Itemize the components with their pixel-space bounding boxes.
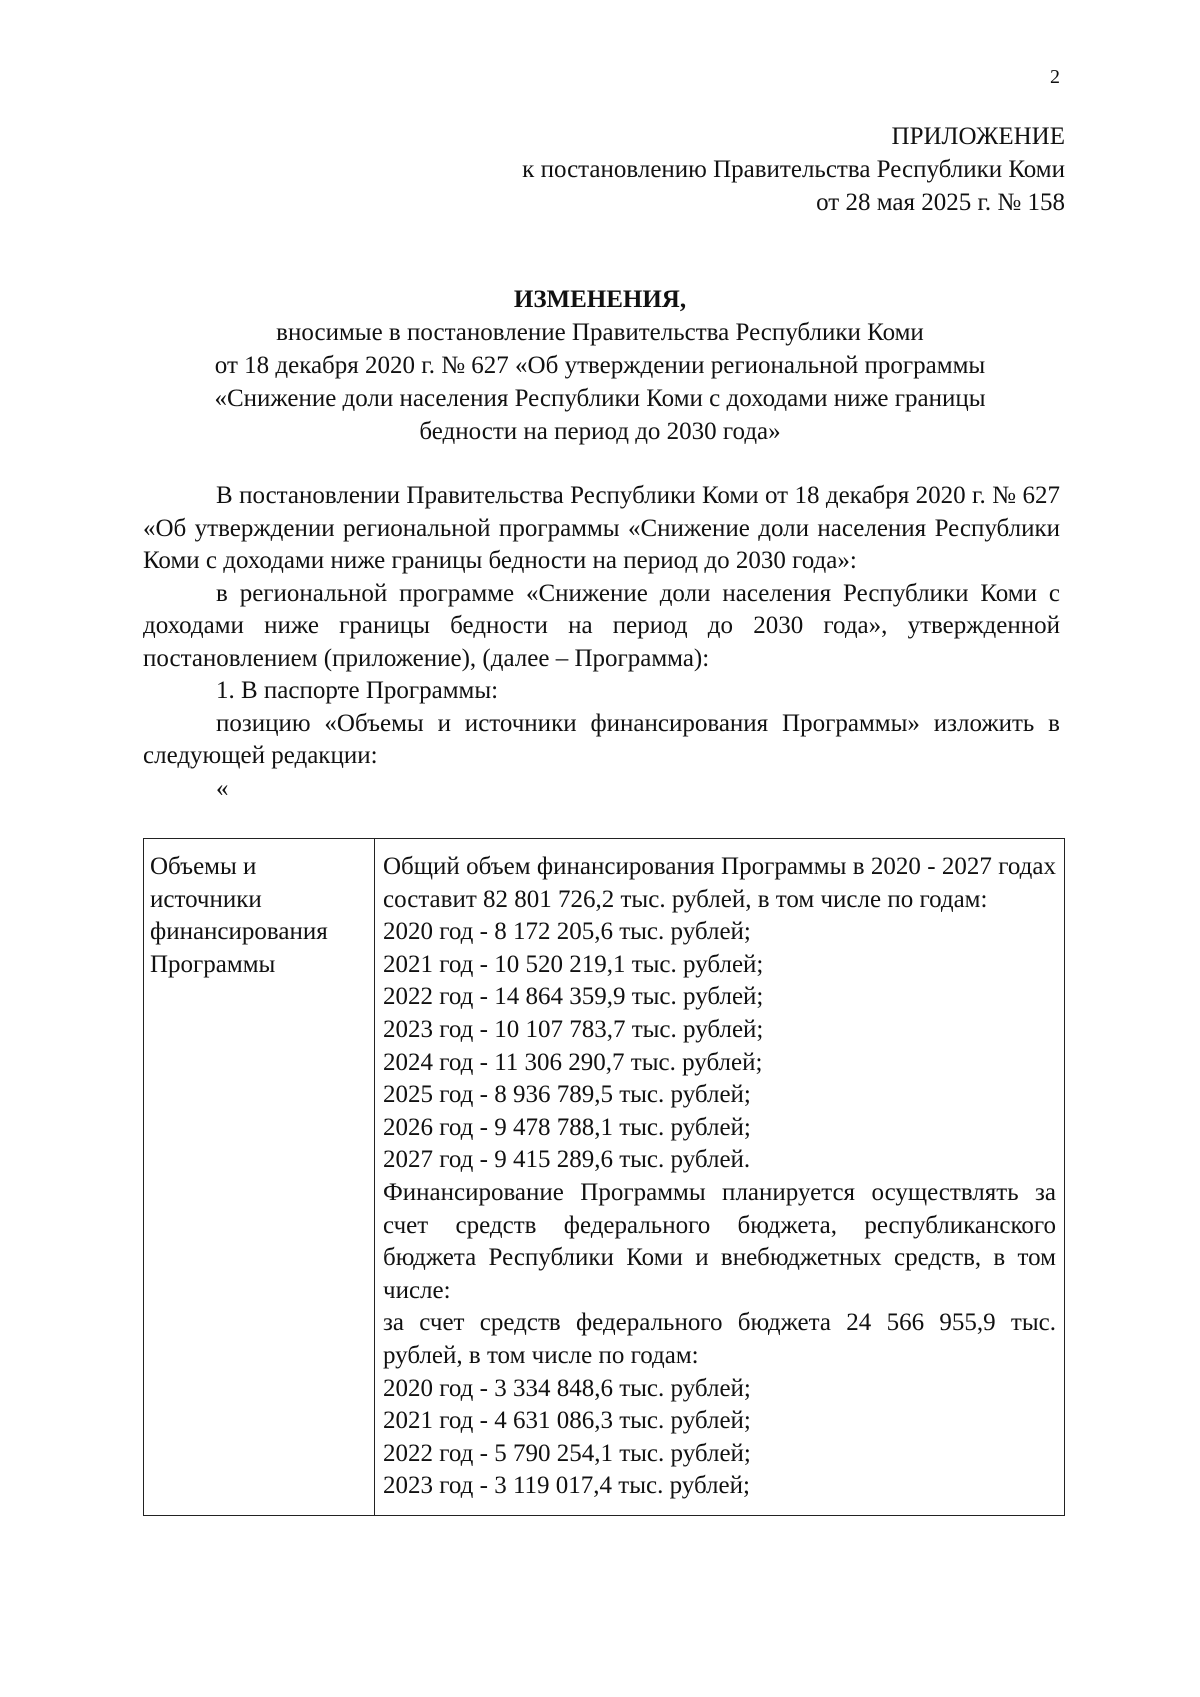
body-paragraph: позицию «Объемы и источники финансирования Программы» изложить в следующей редакции: bbox=[143, 709, 1060, 769]
year-amount: 2021 год - 10 520 219,1 тыс. рублей; bbox=[383, 950, 764, 978]
federal-year-amount: 2022 год - 5 790 254,1 тыс. рублей; bbox=[383, 1439, 751, 1467]
appendix-title: ПРИЛОЖЕНИЕ bbox=[891, 123, 1065, 150]
document-body bbox=[143, 480, 1060, 803]
label-line: Объемы и bbox=[150, 853, 257, 880]
year-amount: 2027 год - 9 415 289,6 тыс. рублей. bbox=[383, 1146, 751, 1174]
label-line: источники bbox=[150, 885, 262, 913]
year-amount: 2020 год - 8 172 205,6 тыс. рублей; bbox=[383, 918, 751, 946]
heading-line: бедности на период до 2030 года» bbox=[419, 418, 781, 445]
federal-year-amount: 2020 год - 3 334 848,6 тыс. рублей; bbox=[383, 1374, 751, 1402]
table-row bbox=[144, 839, 1065, 1516]
body-paragraph: 1. В паспорте Программы: bbox=[216, 677, 499, 704]
year-amount: 2023 год - 10 107 783,7 тыс. рублей; bbox=[383, 1015, 764, 1043]
appendix-reference: к постановлению Правительства Республики Коми bbox=[522, 156, 1065, 183]
heading-line: «Снижение доли населения Республики Коми с доходами ниже границы bbox=[214, 385, 986, 412]
document-title: ИЗМЕНЕНИЯ, bbox=[513, 286, 687, 313]
year-amount: 2024 год - 11 306 290,7 тыс. рублей; bbox=[383, 1048, 763, 1076]
label-line: финансирования bbox=[150, 918, 328, 946]
body-paragraph: в региональной программе «Снижение доли населения Республики Коми с доходами ниже границы бедности на период до 2030 года», утвержденной постановлением (приложение), (далее – Программа): bbox=[143, 579, 1060, 672]
label-line: Программы bbox=[150, 950, 276, 978]
federal-year-amount: 2023 год - 3 119 017,4 тыс. рублей; bbox=[383, 1472, 750, 1500]
federal-year-amount: 2021 год - 4 631 086,3 тыс. рублей; bbox=[383, 1407, 751, 1435]
total-financing-text: Общий объем финансирования Программы в 2020 - 2027 годах составит 82 801 726,2 тыс. рублей, в том числе по годам: bbox=[383, 853, 1056, 913]
position-content-cell bbox=[375, 839, 1065, 1516]
year-amount: 2022 год - 14 864 359,9 тыс. рублей; bbox=[383, 983, 764, 1011]
financing-sources-text: Финансирование Программы планируется осуществлять за счет средств федерального бюджета, республиканского бюджета Республики Коми и внебюджетных средств, в том числе: bbox=[383, 1178, 1056, 1304]
document-heading bbox=[140, 283, 1060, 448]
position-label-cell bbox=[144, 839, 375, 1516]
passport-table bbox=[143, 838, 1065, 1516]
heading-line: от 18 декабря 2020 г. № 627 «Об утверждении региональной программы bbox=[214, 352, 986, 379]
year-amount: 2026 год - 9 478 788,1 тыс. рублей; bbox=[383, 1113, 751, 1141]
year-amount: 2025 год - 8 936 789,5 тыс. рублей; bbox=[383, 1081, 751, 1109]
page-number: 2 bbox=[1050, 66, 1060, 88]
federal-budget-text: за счет средств федерального бюджета 24 566 955,9 тыс. рублей, в том числе по годам: bbox=[383, 1309, 1056, 1369]
body-paragraph: В постановлении Правительства Республики Коми от 18 декабря 2020 г. № 627 «Об утверждении региональной программы «Снижение доли населения Республики Коми с доходами ниже границы бедности на период до 2030 года»: bbox=[143, 482, 1060, 574]
appendix-header bbox=[365, 120, 1065, 219]
appendix-date: от 28 мая 2025 г. № 158 bbox=[816, 189, 1065, 216]
heading-line: вносимые в постановление Правительства Республики Коми bbox=[276, 319, 924, 346]
opening-quote: « bbox=[216, 774, 229, 802]
